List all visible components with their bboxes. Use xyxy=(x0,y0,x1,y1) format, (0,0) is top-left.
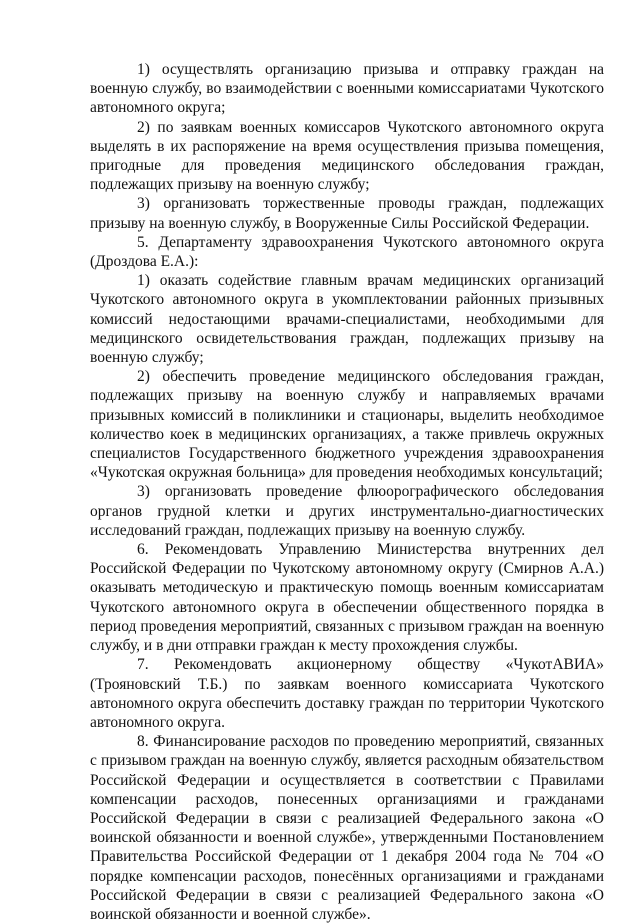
paragraph-item-3: 3) организовать торжественные проводы граждан, подлежащих призыву на военную службу, в Вооруженные Силы Российской Федерации. xyxy=(90,195,604,232)
paragraph-section-5: 5. Департаменту здравоохранения Чукотского автономного округа (Дроздова Е.А.): xyxy=(90,233,604,271)
paragraph-section-7: 7. Рекомендовать акционерному обществу «ЧукотАВИА» (Трояновский Т.Б.) по заявкам военного комиссариата Чукотского автономного округа обеспечить доставку граждан по территории Чукотского автономного округа. xyxy=(90,656,604,731)
paragraph-section-5-item-1: 1) оказать содействие главным врачам медицинских организаций Чукотского автономного округа в укомплектовании районных призывных комиссий недостающими врачами-специалистами, необходимыми для медицинского освидетельствования граждан, подлежащих призыву на военную службу; xyxy=(90,272,604,367)
paragraph-section-5-item-3: 3) организовать проведение флюорографического обследования органов грудной клетки и других инструментально-диагностических исследований граждан, подлежащих призыву на военную службу. xyxy=(90,483,604,539)
paragraph-section-8: 8. Финансирование расходов по проведению мероприятий, связанных с призывом граждан на военную службу, является расходным обязательством Российской Федерации и осуществляется в соответствии с Правилами компенсации расходов, понесенных организациями и гражданами Российской Федерации в связи с реализацией Федерального закона «О воинской обязанности и военной службе», утвержденными Постановлением Правительства Российской Федерации от 1 декабря 2004 года № 704 «О порядке компенсации расходов, понесённых организациями и гражданами Российской Федерации в связи с реализацией Федерального закона «О воинской обязанности и военной службе». xyxy=(90,733,604,923)
paragraph-section-6: 6. Рекомендовать Управлению Министерства внутренних дел Российской Федерации по Чукотскому автономному округу (Смирнов А.А.) оказывать методическую и практическую помощь военным комиссариатам Чукотского автономного округа в обеспечении общественного порядка в период проведения мероприятий, связанных с призывом граждан на военную службу, и в дни отправки граждан к месту прохождения службы. xyxy=(90,541,604,655)
paragraph-item-1: 1) осуществлять организацию призыва и отправку граждан на военную службу, во взаимодействии с военными комиссариатами Чукотского автономного округа; xyxy=(90,61,604,117)
paragraph-item-2: 2) по заявкам военных комиссаров Чукотского автономного округа выделять в их распоряжение на время осуществления призыва помещения, пригодные для проведения медицинского обследования граждан, подлежащих призыву на военную службу; xyxy=(90,118,604,194)
paragraph-section-5-item-2: 2) обеспечить проведение медицинского обследования граждан, подлежащих призыву на военную службу и направляемых врачами призывных комиссий в поликлиники и стационары, выделить необходимое количество коек в медицинских организациях, а также привлечь окружных специалистов Государственного бюджетного учреждения здравоохранения «Чукотская окружная больница» для проведения необходимых консультаций; xyxy=(90,368,604,482)
